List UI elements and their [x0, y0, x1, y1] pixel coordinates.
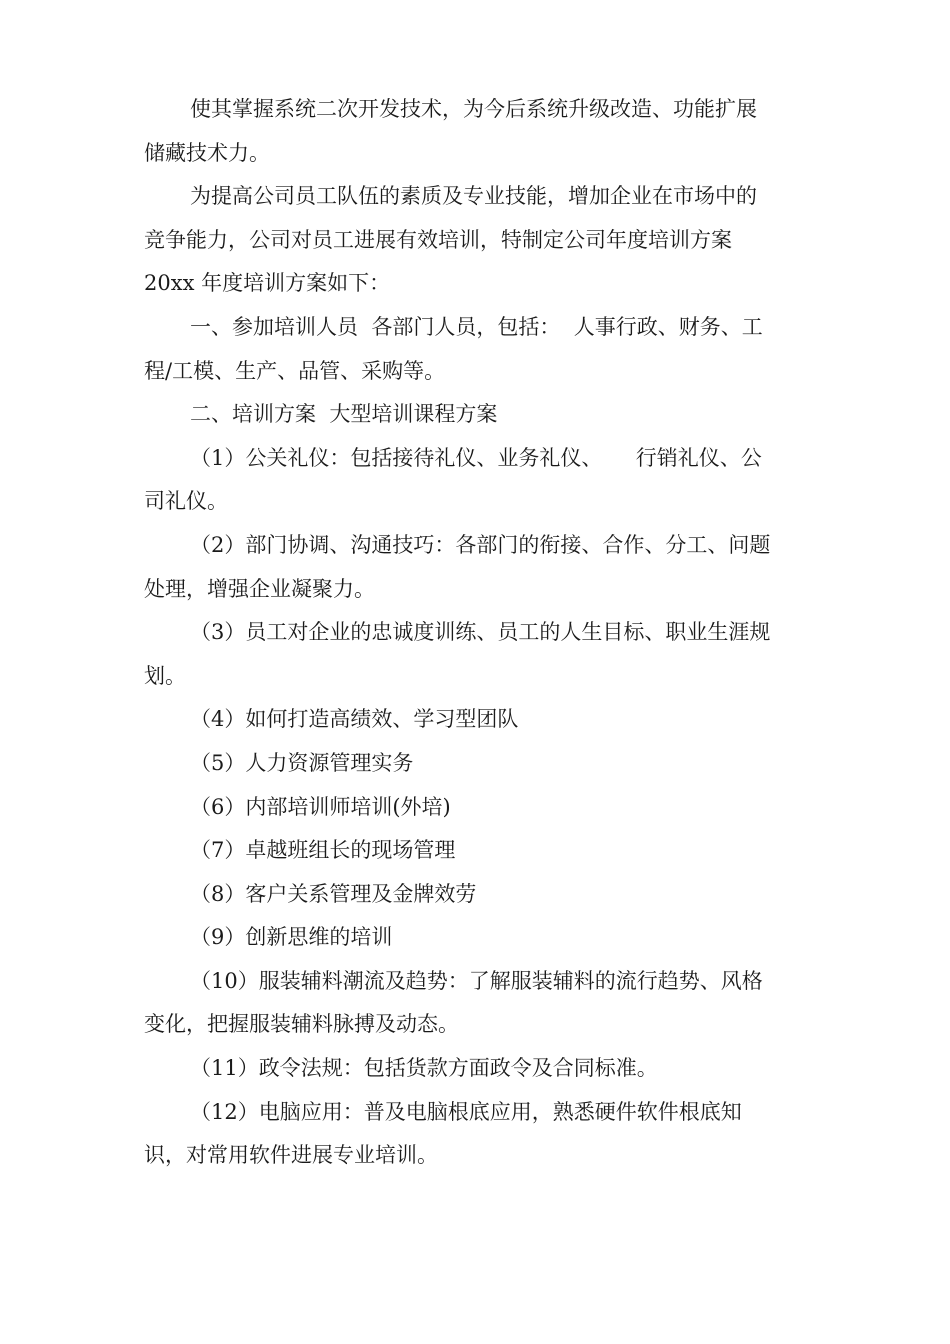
list-item-line: 变化，把握服装辅料脉搏及动态。 — [144, 1012, 459, 1037]
list-item-line: （10）服装辅料潮流及趋势：了解服装辅料的流行趋势、风格 — [190, 968, 763, 993]
list-item-line: （5）人力资源管理实务 — [190, 750, 414, 775]
list-item-line: （7）卓越班组长的现场管理 — [190, 838, 456, 863]
paragraph-line: 储藏技术力。 — [144, 140, 270, 165]
list-item-line: 划。 — [144, 663, 186, 688]
list-item-line: （6）内部培训师培训(外培) — [190, 794, 451, 819]
paragraph-line: 程/工模、生产、品管、采购等。 — [144, 358, 446, 383]
section-heading-line: 一、参加培训人员 各部门人员，包括： 人事行政、财务、工 — [190, 314, 763, 339]
section-heading-line: 二、培训方案 大型培训课程方案 — [190, 402, 498, 427]
list-item-line: （9）创新思维的培训 — [190, 925, 393, 950]
paragraph-line: 20xx 年度培训方案如下： — [144, 271, 391, 296]
list-item-line: 处理，增强企业凝聚力。 — [144, 576, 375, 601]
list-item-line: （1）公关礼仪：包括接待礼仪、业务礼仪、 行销礼仪、公 — [190, 445, 762, 470]
list-item-line: （2）部门协调、沟通技巧：各部门的衔接、合作、分工、问题 — [190, 532, 771, 557]
list-item-line: 司礼仪。 — [144, 489, 228, 514]
paragraph-line: 为提高公司员工队伍的素质及专业技能，增加企业在市场中的 — [190, 184, 757, 209]
paragraph-line: 竞争能力，公司对员工进展有效培训，特制定公司年度培训方案 — [144, 227, 732, 252]
list-item-line: （11）政令法规：包括货款方面政令及合同标准。 — [190, 1056, 658, 1081]
paragraph-line: 使其掌握系统二次开发技术，为今后系统升级改造、功能扩展 — [190, 97, 757, 121]
list-item-line: （12）电脑应用：普及电脑根底应用，熟悉硬件软件根底知 — [190, 1099, 742, 1124]
list-item-line: （3）员工对企业的忠诚度训练、员工的人生目标、职业生涯规 — [190, 620, 771, 645]
list-item-line: 识，对常用软件进展专业培训。 — [144, 1143, 438, 1168]
document-body — [144, 88, 810, 1178]
list-item-line: （8）客户关系管理及金牌效劳 — [190, 881, 477, 906]
list-item-line: （4）如何打造高绩效、学习型团队 — [190, 707, 519, 732]
